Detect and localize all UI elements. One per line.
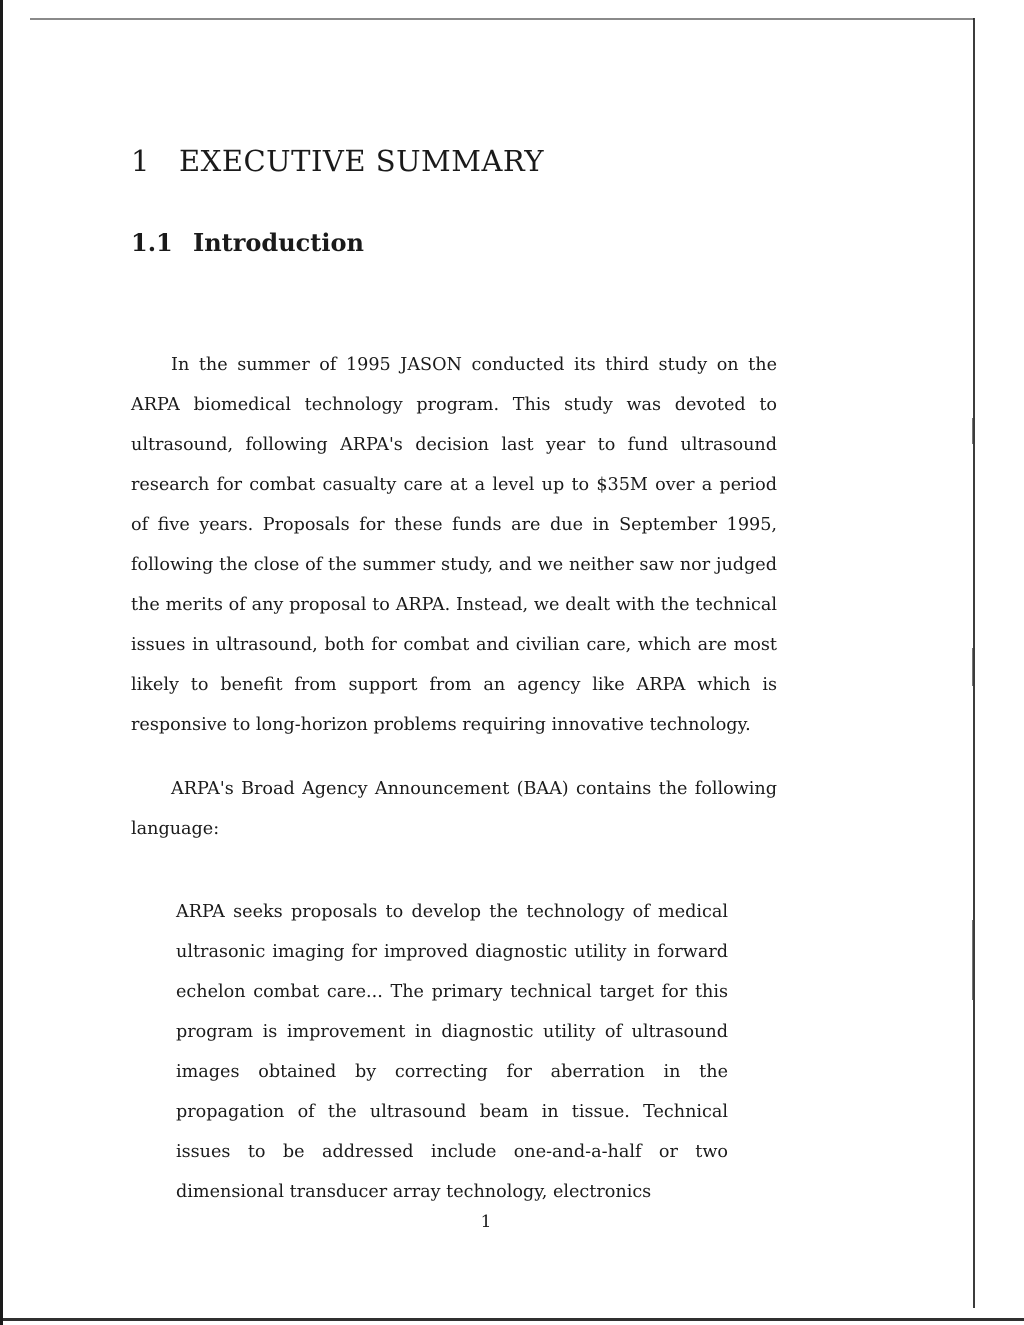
chapter-heading [131,144,544,178]
section-title: Introduction [193,228,364,257]
scan-border-bottom [0,1318,1024,1321]
scan-border-right [973,18,975,1308]
chapter-number: 1 [131,144,150,178]
chapter-title: EXECUTIVE SUMMARY [179,144,544,178]
scan-speck [972,648,973,686]
body-paragraph-baa: ARPA's Broad Agency Announcement (BAA) contains the following language: [131,779,777,839]
scan-border-top [30,18,974,20]
section-number: 1.1 [131,228,173,257]
section-heading [131,228,364,257]
body-paragraph-intro: In the summer of 1995 JASON conducted its third study on the ARPA biomedical technology program. This study was devoted to ultrasound, following ARPA's decision last year to fund ultrasound research for combat casualty care at a level up to $35M over a period of five years. Proposals for these funds are due in September 1995, following the close of the summer study, and we neither saw nor judged the merits of any proposal to ARPA. Instead, we dealt with the technical issues in ultrasound, both for combat and civilian care, which are most likely to benefit from support from an agency like ARPA which is responsive to long-horizon problems requiring innovative technology. [131,355,777,735]
page-number: 1 [480,1212,492,1232]
scan-speck [972,418,973,444]
scan-speck [972,920,973,1000]
scan-border-left [0,0,3,1325]
baa-quotation: ARPA seeks proposals to develop the technology of medical ultrasonic imaging for improved diagnostic utility in forward echelon combat care... The primary technical target for this program is improvement in diagnostic utility of ultrasound images obtained by correcting for aberration in the propagation of the ultrasound beam in tissue. Technical issues to be addressed include one-and-a-half or two dimensional transducer array technology, electronics [176,902,728,1202]
